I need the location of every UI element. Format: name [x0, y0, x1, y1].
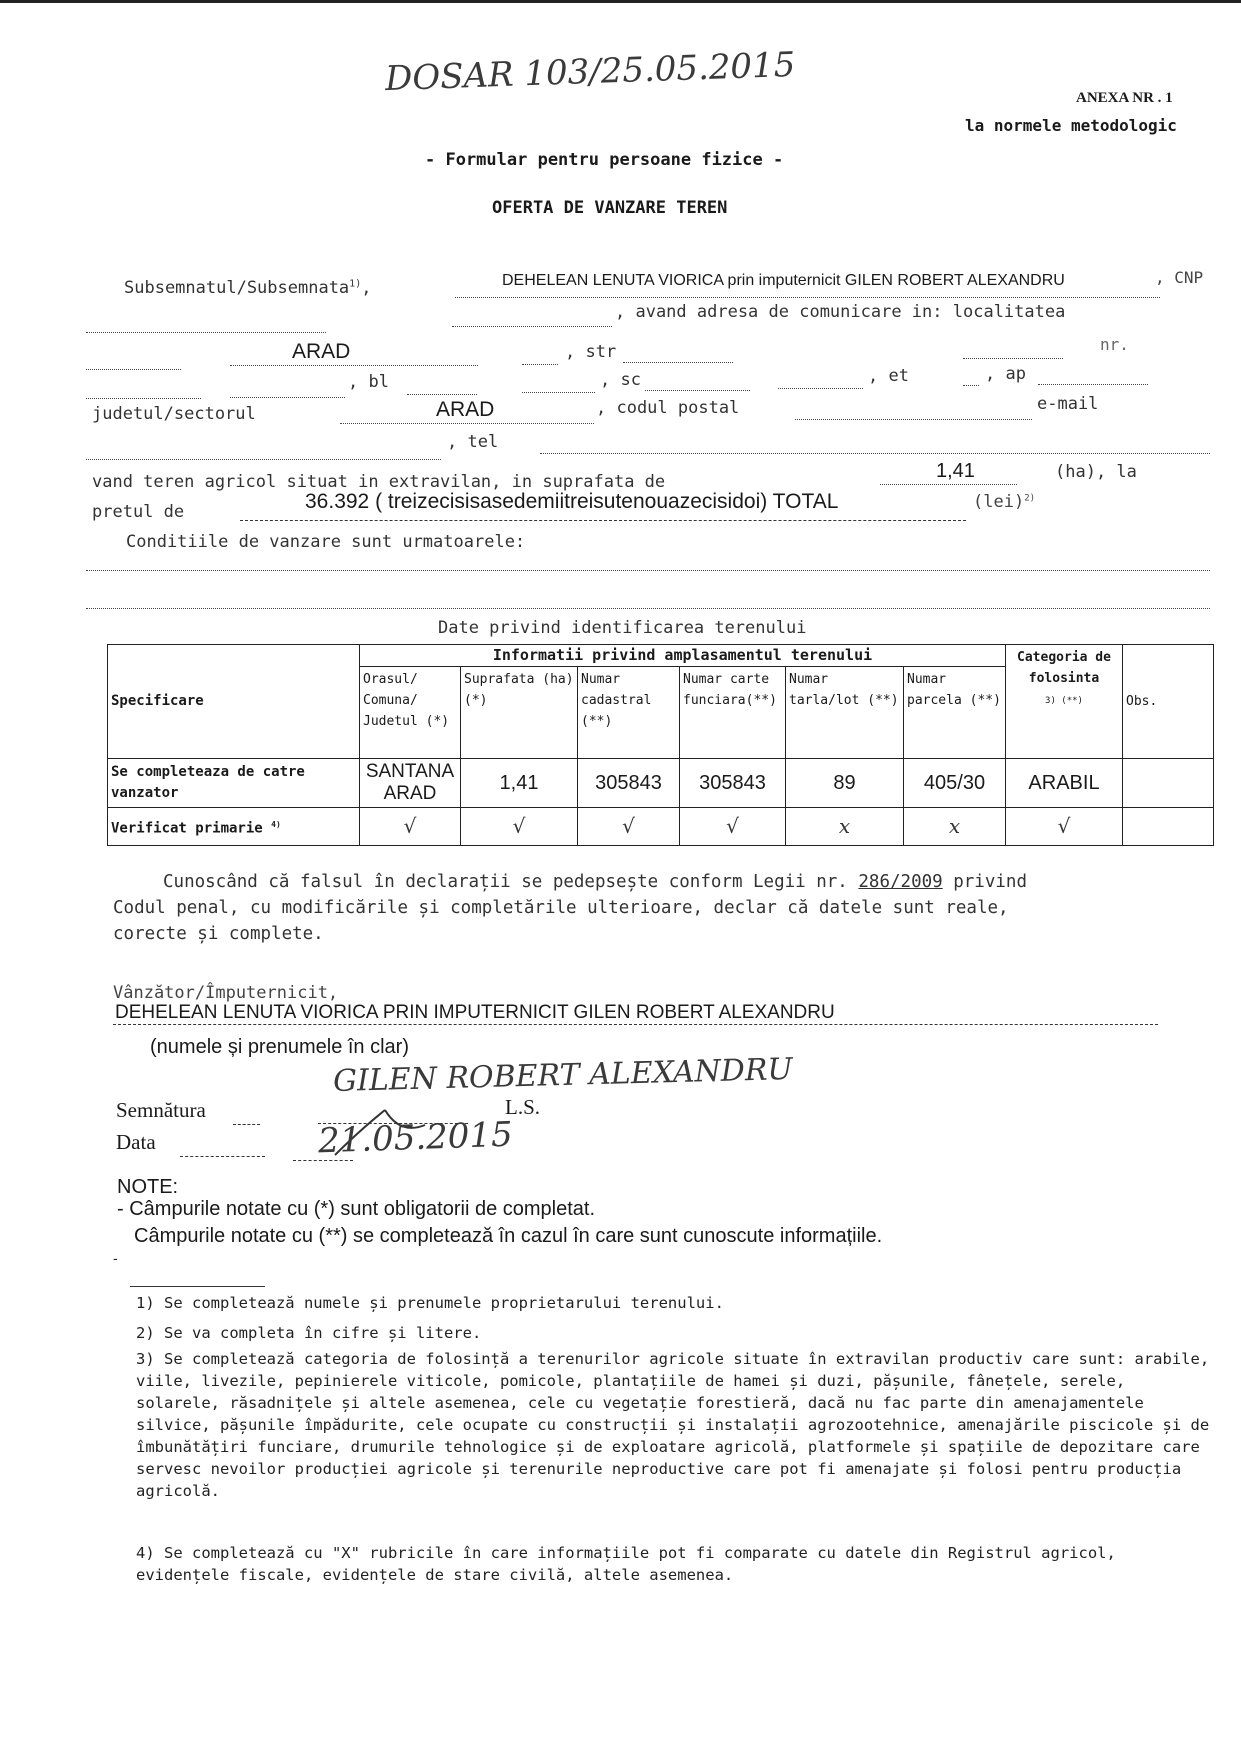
str-line [623, 362, 733, 363]
cell-tarla: 89 [786, 759, 904, 808]
col-parcela-header: Numar parcela (**) [904, 667, 1006, 759]
vand-label: vand teren agricol situat in extravilan, in suprafata de [92, 472, 666, 492]
cell-obs [1123, 759, 1214, 808]
ap-line [1038, 384, 1148, 385]
judet-line [340, 423, 594, 424]
conditii-line-1 [86, 570, 1210, 571]
bl-label: , bl [348, 372, 389, 392]
pret-value: 36.392 ( treizecisisasedemiitreisutenouazecisidoi) TOTAL [305, 490, 839, 513]
pret-line [240, 520, 966, 521]
address-label: , avand adresa de comunicare in: localitatea [615, 302, 1066, 322]
cell-parcela: 405/30 [904, 759, 1006, 808]
data-label: Data [116, 1130, 156, 1154]
check-categoria: √ [1006, 808, 1123, 846]
col-carte-header: Numar carte funciara(**) [680, 667, 786, 759]
check-parcela: x [904, 808, 1006, 846]
note-line-3: - [113, 1250, 118, 1266]
judet-label: judetul/sectorul [92, 404, 256, 424]
cell-cadastral: 305843 [578, 759, 680, 808]
col-suprafata-header: Suprafata (ha) (*) [461, 667, 578, 759]
form-subtitle: - Formular pentru persoane fizice - [425, 150, 784, 170]
bl-line [407, 394, 477, 395]
group-header: Informatii privind amplasamentul terenului [360, 645, 1006, 667]
specificare-header: Specificare [108, 645, 360, 759]
et-label: , et [868, 366, 909, 386]
ap-label: , ap [985, 364, 1026, 384]
cell-carte: 305843 [680, 759, 786, 808]
vanzator-label: Vânzător/Împuternicit, [113, 983, 339, 1003]
col-oras-header: Orasul/ Comuna/ Judetul (*) [360, 667, 461, 759]
cod-postal-line [795, 419, 1032, 420]
vanzator-line [113, 1024, 1158, 1025]
cell-oras: SANTANA ARAD [360, 759, 461, 808]
nr-label: nr. [1100, 335, 1129, 354]
str-pre-line [522, 364, 558, 365]
localitate-value: ARAD [292, 340, 351, 363]
conditii-line-2 [86, 608, 1210, 609]
col-tarla-header: Numar tarla/lot (**) [786, 667, 904, 759]
check-suprafata: √ [461, 808, 578, 846]
footnote-separator [130, 1286, 265, 1287]
top-border [0, 0, 1241, 3]
lei-label: (lei)$^{2)}$ [973, 492, 1036, 512]
declaration-line-2: Codul penal, cu modificările și completările ulterioare, declar că datele sunt reale, [113, 898, 1009, 918]
seller-name-value: DEHELEAN LENUTA VIORICA prin imputernicit GILEN ROBERT ALEXANDRU [502, 272, 1065, 289]
table-row [108, 808, 1214, 846]
annex-number: ANEXA NR . 1 [1076, 90, 1173, 106]
categoria-header: Categoria de folosinta 3) (**) [1006, 645, 1123, 759]
sc-line [645, 390, 750, 391]
footnote-1: 1) Se completează numele și prenumele proprietarului terenului. [136, 1294, 724, 1312]
note-line-2: Câmpurile notate cu (**) se completează în cazul în care sunt cunoscute informațiile. [134, 1225, 883, 1247]
bl-pre-line-a [86, 398, 201, 399]
cnp-line [452, 326, 612, 327]
note-line-1: - Câmpurile notate cu (*) sunt obligatorii de completat. [117, 1198, 596, 1220]
cod-postal-label: , codul postal [596, 398, 740, 418]
footnote-2: 2) Se va completa în cifre și litere. [136, 1324, 482, 1342]
judet-value: ARAD [436, 398, 495, 421]
form-title: OFERTA DE VANZARE TEREN [492, 198, 728, 218]
pret-label: pretul de [92, 502, 185, 522]
conditii-label: Conditiile de vanzare sunt urmatoarele: [126, 532, 526, 552]
suprafata-value: 1,41 [936, 460, 975, 482]
vanzator-value: DEHELEAN LENUTA VIORICA PRIN IMPUTERNICIT GILEN ROBERT ALEXANDRU [115, 1002, 835, 1023]
handwritten-dossier-number: DOSAR 103/25.05.2015 [384, 44, 796, 100]
ha-label: (ha), la [1055, 462, 1137, 482]
sc-label: , sc [600, 370, 641, 390]
check-cadastral: √ [578, 808, 680, 846]
table-caption: Date privind identificarea terenului [438, 618, 807, 638]
sc-pre-line [522, 392, 595, 393]
cnp-label: , CNP [1155, 268, 1204, 287]
check-tarla: x [786, 808, 904, 846]
bl-pre-line-b [230, 397, 345, 398]
note-title: NOTE: [117, 1176, 179, 1198]
email-line [86, 459, 441, 460]
seller-name-line [455, 297, 1160, 298]
declaration-line-1: Cunoscând că falsul în declarații se pedepsește conform Legii nr. 286/2009 privind [163, 872, 1027, 892]
str-label: , str [565, 342, 617, 362]
et-pre-line [778, 388, 863, 389]
handwritten-name: GILEN ROBERT ALEXANDRU [332, 1051, 794, 1100]
ap-pre-line [963, 385, 979, 386]
check-oras: √ [360, 808, 461, 846]
localitate-line-left [86, 369, 181, 370]
row-vanzator-label: Se completeaza de catre vanzator [108, 759, 360, 808]
subsemnatul-label: Subsemnatul/Subsemnata$^{1)}$, [124, 278, 372, 298]
obs-header: Obs. [1123, 645, 1214, 759]
nr-pre-line [963, 358, 1063, 359]
annex-subtitle: la normele metodologic [965, 116, 1177, 135]
address-line-a [86, 332, 326, 333]
row-primarie-label: Verificat primarie $^{4)}$ [108, 808, 360, 846]
suprafata-line [880, 484, 1017, 485]
footnote-4: 4) Se completează cu "X" rubricile în care informațiile pot fi comparate cu datele din Registrul agricol, evidențele fiscale, evidențele de stare civilă, altele asemenea. [136, 1544, 1116, 1584]
data-pre-line [180, 1156, 265, 1157]
handwritten-date: 21.05.2015 [317, 1114, 514, 1162]
land-identification-table [107, 644, 1214, 846]
check-carte: √ [680, 808, 786, 846]
numele-label: (numele și prenumele în clar) [150, 1036, 409, 1058]
tel-line [540, 453, 1210, 454]
table-row [108, 759, 1214, 808]
ls-label: L.S. [505, 1095, 541, 1119]
localitate-line [230, 365, 478, 366]
email-label: e-mail [1037, 394, 1099, 414]
semnatura-pre-line [233, 1124, 260, 1125]
cell-suprafata: 1,41 [461, 759, 578, 808]
cell-categoria: ARABIL [1006, 759, 1123, 808]
col-cadastral-header: Numar cadastral (**) [578, 667, 680, 759]
tel-label: , tel [447, 432, 499, 452]
check-obs [1123, 808, 1214, 846]
declaration-line-3: corecte și complete. [113, 924, 324, 944]
footnote-3: 3) Se completează categoria de folosință a terenurilor agricole situate în extravilan productiv care sunt: arabile, viile, livezile, pepinierele viticole, pomicole, plantațiile de hamei și duzi, pășunile, fânețele, serele, solarele, răsadnițele și altele asemenea, cele cu vegetație forestieră, dacă nu fac parte din amenajamentele silvice, pășunile împădurite, cele ocupate cu construcții și instalații agrozootehnice, amenajările piscicole și de îmbunătățiri funciare, drumurile tehnologice și de exploatare agricolă, platformele și spațiile de depozitare care servesc nevoilor producției agricole și terenurile neproductive care pot fi amenajate și folosi pentru producția agricolă. [136, 1350, 1210, 1500]
semnatura-label: Semnătura [116, 1098, 206, 1122]
